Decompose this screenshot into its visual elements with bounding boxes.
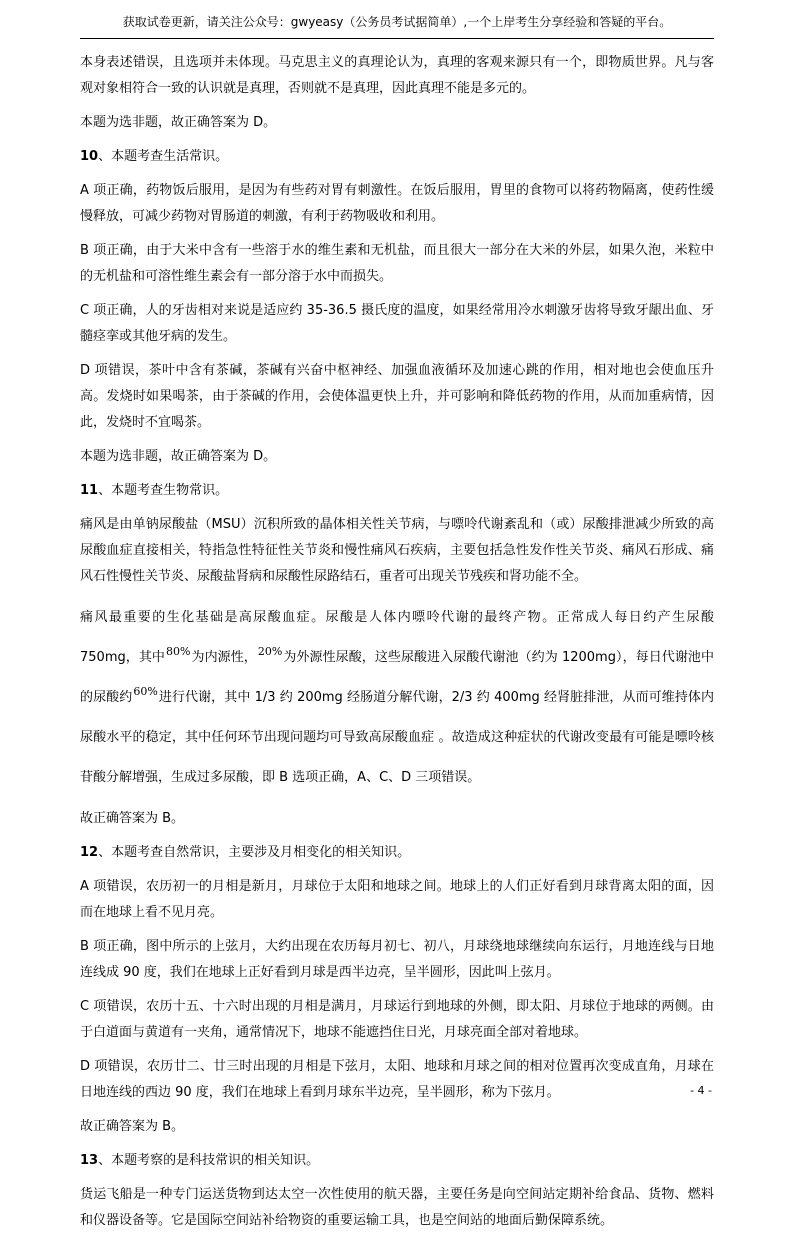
q11-paragraph-1: 痛风是由单钠尿酸盐（MSU）沉积所致的晶体相关性关节病，与嘌呤代谢紊乱和（或）尿酸排泄减少所致的高尿酸血症直接相关，特指急性特征性关节炎和慢性痛风石疾病，主要包括急性发作性关节炎、痛风石形成、痛风石性慢性关节炎、尿酸盐肾病和尿酸性尿路结石，重者可出现关节残疾和肾功能不全。 bbox=[80, 517, 714, 584]
q10-heading bbox=[80, 144, 714, 170]
q10-option-c: C 项正确，人的牙齿相对来说是适应约 35-36.5 摄氏度的温度，如果经常用冷水刺激牙齿将导致牙龈出血、牙髓痉挛或其他牙病的发生。 bbox=[80, 303, 714, 344]
percent-80: 80% bbox=[166, 645, 191, 658]
page-number: - 4 - bbox=[690, 1084, 712, 1097]
q12-option-a: A 项错误，农历初一的月相是新月，月球位于太阳和地球之间。地球上的人们正好看到月球背离太阳的面，因而在地球上看不见月亮。 bbox=[80, 879, 714, 920]
document-body bbox=[80, 50, 714, 1242]
q11-text-d: 进行代谢，其中 1/3 约 200mg 经肠道分解代谢，2/3 约 400mg 经肾脏排泄，从而可维持体内尿酸水平的稳定，其中任何环节出现问题均可导致高尿酸血症 。故造成这种症状的代谢改变最有可能是嘌呤核苷酸分解增强，生成过多尿酸，即 B 选项正确，A、C、D 三项错误。 bbox=[80, 690, 714, 785]
q12-title: 、本题考查自然常识，主要涉及月相变化的相关知识。 bbox=[98, 845, 411, 860]
q13-title: 、本题考察的是科技常识的相关知识。 bbox=[98, 1153, 320, 1168]
q11-heading bbox=[80, 478, 714, 504]
q11-answer: 故正确答案为 B。 bbox=[80, 811, 185, 826]
q10-title: 、本题考查生活常识。 bbox=[98, 149, 229, 164]
q12-number: 12 bbox=[80, 845, 99, 860]
q11-paragraph-2 bbox=[80, 598, 714, 798]
q13-heading bbox=[80, 1148, 714, 1174]
q10-option-d: D 项错误，茶叶中含有茶碱，茶碱有兴奋中枢神经、加强血液循环及加速心跳的作用，相对地也会使血压升高。发烧时如果喝茶，由于茶碱的作用，会使体温更快上升，并可影响和降低药物的作用，从而加重病情，因此，发烧时不宜喝茶。 bbox=[80, 363, 714, 430]
intro-paragraph: 本身表述错误，且选项并未体现。马克思主义的真理论认为，真理的客观来源只有一个，即物质世界。凡与客观对象相符合一致的认识就是真理，否则就不是真理，因此真理不能是多元的。 bbox=[80, 55, 714, 96]
q11-number: 11 bbox=[80, 483, 99, 498]
q12-option-c: C 项错误，农历十五、十六时出现的月相是满月，月球运行到地球的外侧，即太阳、月球位于地球的两侧。由于白道面与黄道有一夹角，通常情况下，地球不能遮挡住日光，月球亮面全部对着地球。 bbox=[80, 999, 714, 1040]
q10-option-a: A 项正确，药物饭后服用，是因为有些药对胃有刺激性。在饭后服用，胃里的食物可以将药物隔离，使药性缓慢释放，可减少药物对胃肠道的刺激，有利于药物吸收和利用。 bbox=[80, 183, 714, 224]
intro-answer: 本题为选非题，故正确答案为 D。 bbox=[80, 115, 277, 130]
q10-number: 10 bbox=[80, 149, 99, 164]
q11-text-c: 为外源性尿酸，这些尿酸进入尿酸代谢池（约为 1200mg），每日代谢池中的尿酸约 bbox=[80, 650, 714, 705]
q10-answer: 本题为选非题，故正确答案为 D。 bbox=[80, 449, 277, 464]
q11-title: 、本题考查生物常识。 bbox=[98, 483, 229, 498]
q13-number: 13 bbox=[80, 1153, 99, 1168]
q12-option-d: D 项错误，农历廿二、廿三时出现的月相是下弦月，太阳、地球和月球之间的相对位置再次变成直角，月球在日地连线的西边 90 度，我们在地球上看到月球东半边亮，呈半圆形，称为下弦月。 bbox=[80, 1059, 714, 1100]
q12-heading bbox=[80, 840, 714, 866]
q11-text-a: 痛风最重要的生化基础是高尿酸血症。尿酸是人体内嘌呤代谢的最终产物。正常成人每日约产生尿酸 750mg，其中 bbox=[80, 610, 714, 665]
page-header: 获取试卷更新，请关注公众号：gwyeasy（公务员考试据简单）,一个上岸考生分享经验和答疑的平台。 bbox=[80, 12, 714, 39]
q13-paragraph-1: 货运飞船是一种专门运送货物到达太空一次性使用的航天器，主要任务是向空间站定期补给食品、货物、燃料和仪器设备等。它是国际空间站补给物资的重要运输工具，也是空间站的地面后勤保障系统。 bbox=[80, 1187, 714, 1228]
percent-20: 20% bbox=[257, 645, 283, 658]
q12-answer: 故正确答案为 B。 bbox=[80, 1119, 185, 1134]
q10-option-b: B 项正确，由于大米中含有一些溶于水的维生素和无机盐，而且很大一部分在大米的外层，如果久泡，米粒中的无机盐和可溶性维生素会有一部分溶于水中而损失。 bbox=[80, 243, 714, 284]
percent-60: 60% bbox=[133, 685, 158, 698]
q12-option-b: B 项正确，图中所示的上弦月，大约出现在农历每月初七、初八，月球绕地球继续向东运行，月地连线与日地连线成 90 度，我们在地球上正好看到月球是西半边亮，呈半圆形，因此叫上弦月。 bbox=[80, 939, 714, 980]
q11-text-b: 为内源性， bbox=[191, 650, 257, 665]
